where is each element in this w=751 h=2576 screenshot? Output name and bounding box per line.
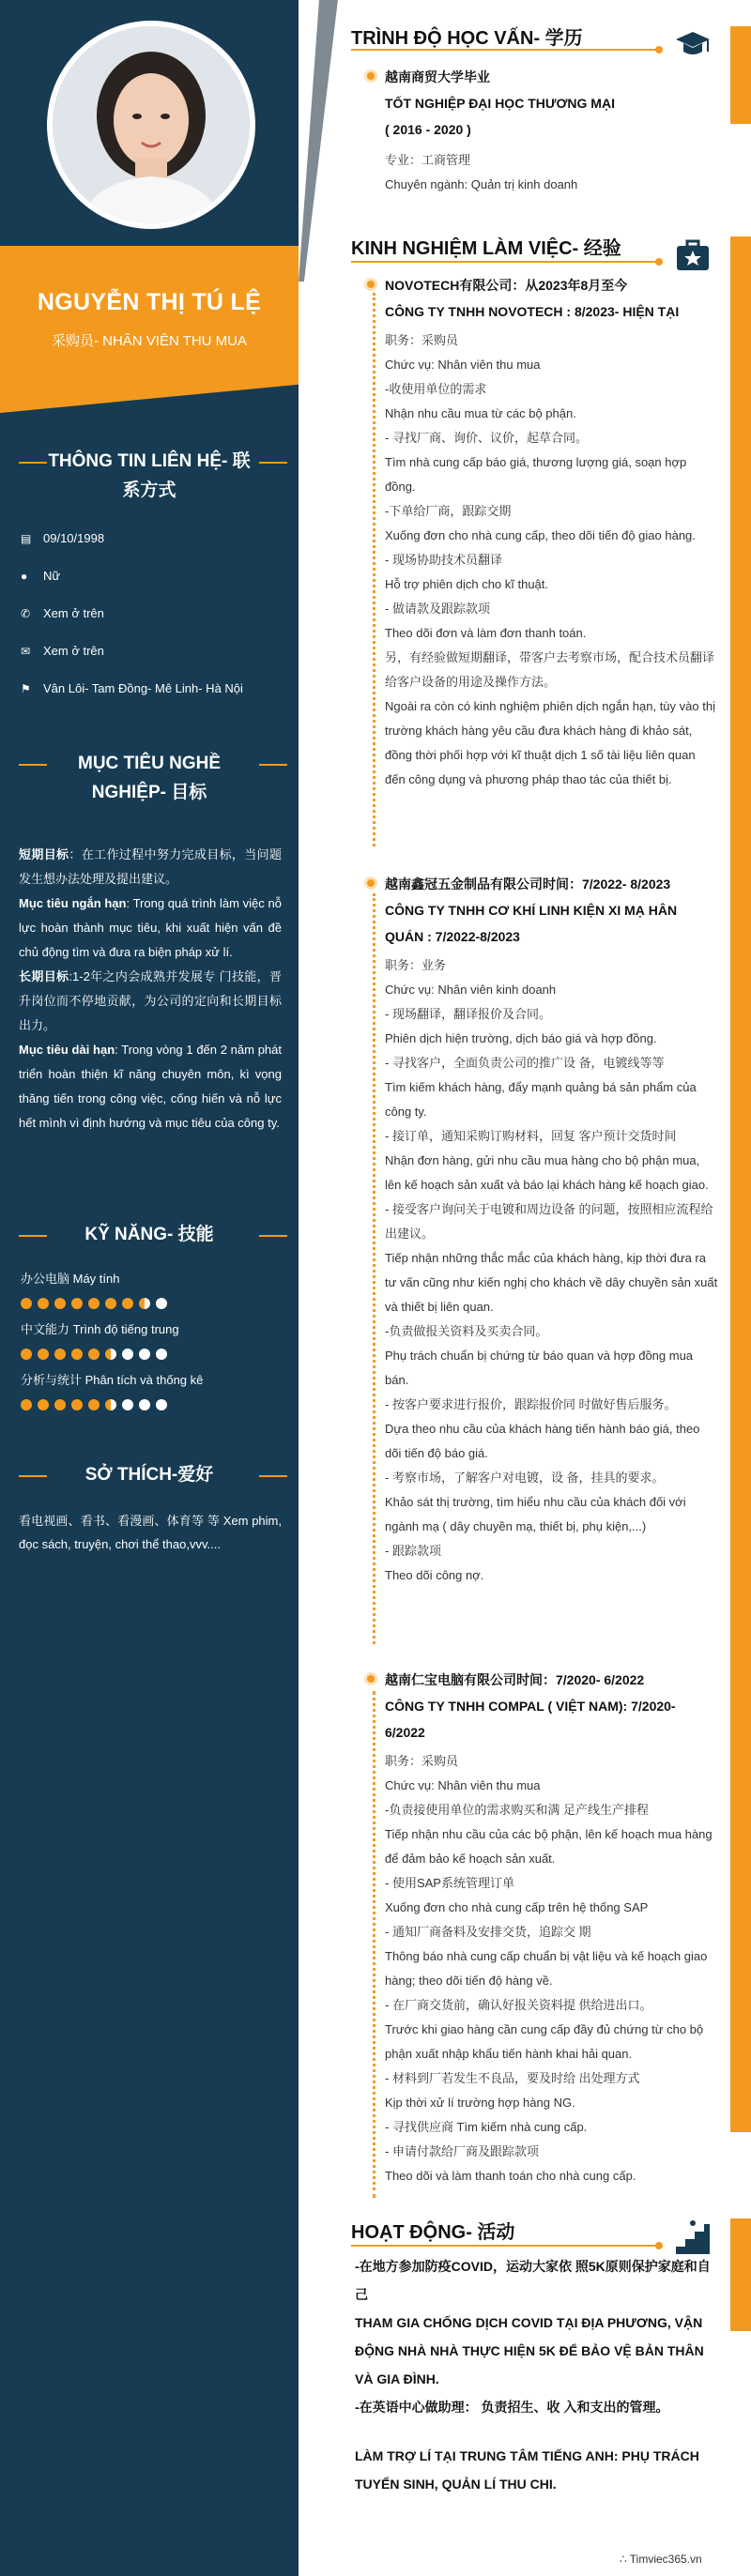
skills-section-title: KỸ NĂNG- 技能 (0, 1220, 299, 1249)
job-detail-line: Theo dõi công nợ. (385, 1568, 484, 1582)
job-detail-line: - 接订单，通知采购订购材料，回复 客户预计交货时间 (385, 1129, 677, 1143)
job-detail-line: - 现场翻译，翻译报价及合同。 (385, 1007, 551, 1021)
skill-dot (54, 1349, 66, 1360)
job-detail-line: - 通知厂商备料及安排交货，追踪交 期 (385, 1925, 591, 1939)
timeline-bullet (364, 1672, 377, 1685)
job-detail-line: - 做请款及跟踪款项 (385, 602, 490, 616)
avatar-photo (53, 26, 250, 223)
skill-dot (88, 1298, 100, 1309)
job-detail-line: 职务：业务 (385, 958, 447, 972)
job-detail-line: Trước khi giao hàng cần cung cấp đầy đủ chứng từ cho bộ phận xuất nhập khẩu tiến hành khai hải quan. (385, 2022, 704, 2061)
job-detail-line: - 申请付款给厂商及跟踪款项 (385, 2144, 539, 2158)
skill-dot (122, 1399, 133, 1410)
job-detail-line: 另，有经验做短期翻译，带客户去考察市场，配合技术员翻译给客户设备的用途及操作方法。 (385, 650, 715, 689)
skill-dot (105, 1399, 116, 1410)
job-detail-line: - 按客户要求进行报价，跟踪报价同 时做好售后服务。 (385, 1397, 677, 1411)
skill-dot (38, 1399, 49, 1410)
job-detail-line: Tìm nhà cung cấp báo giá, thương lượng giá, soạn hợp đồng. (385, 455, 687, 494)
job-detail-line: Nhận đơn hàng, gửi nhu cầu mua hàng cho bộ phận mua, lên kế hoạch sản xuất và báo lại khách hàng kế hoạch giao. (385, 1153, 709, 1192)
skill-dot (71, 1349, 83, 1360)
education-section-title: TRÌNH ĐỘ HỌC VẤN- 学历 (351, 28, 583, 49)
job-detail-line: Chức vụ: Nhân viên kinh doanh (385, 983, 557, 997)
job-detail-line: 职务：采购员 (385, 333, 459, 347)
job-detail-line: Tiếp nhận những thắc mắc của khách hàng, kịp thời đưa ra tư vấn cũng như kiến nghị cho khách về dây chuyền sản xuất và thiết bị liên quan. (385, 1251, 718, 1314)
job-detail-line: -收使用单位的需求 (385, 382, 487, 396)
section-underline (351, 49, 657, 51)
job-detail-line: Tiếp nhận nhu cầu của các bộ phận, lên kế hoạch mua hàng để đảm bảo kế hoạch sản xuất. (385, 1827, 713, 1866)
contact-email: ✉ Xem ở trên (21, 644, 104, 658)
job-detail-line: - 接受客户询问关于电镀和周边设备 的问题，按照相应流程给出建议。 (385, 1202, 713, 1241)
job-detail-line: Phụ trách chuẩn bị chứng từ báo quan và hợp đồng mua bán. (385, 1349, 694, 1387)
job-detail-line: - 使用SAP系统管理订单 (385, 1876, 514, 1890)
job-detail-line: Theo dõi đơn và làm đơn thanh toán. (385, 626, 587, 640)
experience-section-title: KINH NGHIỆM LÀM VIỆC- 经验 (351, 238, 621, 259)
section-underline (351, 2245, 657, 2247)
skill-dot (54, 1399, 66, 1410)
contact-phone: ✆ Xem ở trên (21, 606, 104, 620)
skill-rating (21, 1297, 173, 1310)
job-detail-line: Tìm kiếm khách hàng, đẩy mạnh quảng bá sản phẩm của công ty. (385, 1080, 697, 1119)
job-entry: NOVOTECH有限公司：从2023年8月至今 CÔNG TY TNHH NOVOTECH : 8/2023- HIỆN TẠI 职务：采购员 Chức vụ: Nhân viên thu mua -收使用单位的需求 Nhận nhu cầu mua từ các bộ phận. - 寻找厂商、询价、议价，起草合同。 Tìm nhà cung cấp báo giá, thương lượng giá, soạn hợp đồng. -下单给厂商，跟踪交期 Xuống đơn cho nhà cung cấp, theo dõi tiến độ giao hàng. - 现场协助技术员翻译 Hỗ trợ phiên dịch cho kĩ thuật. - 做请款及跟踪款项 Theo dõi đơn và làm đơn thanh toán. 另，有经验做短期翻译，带客户去考察市场，配合技术员翻译给客户设备的用途及操作方法。 Ngoài ra còn có kinh nghiệm phiên dịch ngắn hạn, tùy vào thị trường khách hàng yêu cầu đưa khách hàng đi khảo sát, đồng thời phối hợp với kĩ thuật dịch 1 số tài liệu liên quan đến công dụng và phương pháp thao tác của thiết bị. (385, 272, 718, 792)
skill-dot (139, 1399, 150, 1410)
timeline-line (373, 893, 376, 1644)
avatar (47, 21, 255, 229)
skill-dot (21, 1349, 32, 1360)
job-detail-line: Dựa theo nhu cầu của khách hàng tiến hành báo giá, theo dõi tiến độ báo giá. (385, 1422, 700, 1460)
job-detail-line: Kịp thời xử lí trường hợp hàng NG. (385, 2096, 575, 2110)
watermark: ∴ Timviec365.vn (620, 2553, 702, 2566)
job-detail-line: -下单给厂商，跟踪交期 (385, 504, 512, 518)
watermark-logo-icon: ∴ (620, 2553, 627, 2566)
skill-name: 中文能力 Trình độ tiếng trung (21, 1322, 179, 1336)
timeline-bullet (364, 69, 377, 83)
contact-birthdate: ▤ 09/10/1998 (21, 531, 105, 545)
skill-dot (71, 1399, 83, 1410)
skill-dot (139, 1298, 150, 1309)
phone-icon: ✆ (21, 607, 31, 620)
accent-tab (730, 2218, 751, 2331)
job-detail-line: Nhận nhu cầu mua từ các bộ phận. (385, 406, 576, 420)
timeline-line (373, 293, 376, 846)
job-detail-line: Thông báo nhà cung cấp chuẩn bị vật liệu và kế hoạch giao hàng; theo dõi tiến độ hàng về. (385, 1949, 708, 1988)
skill-dot (156, 1399, 167, 1410)
job-detail-line: - 考察市场，了解客户对电镀，设 备，挂具的要求。 (385, 1471, 665, 1485)
briefcase-star-icon (674, 236, 712, 274)
job-detail-line: - 材料到厂若发生不良品，要及时给 出处理方式 (385, 2071, 640, 2085)
skill-dot (88, 1349, 100, 1360)
skill-dot (21, 1399, 32, 1410)
skill-dot (54, 1298, 66, 1309)
skill-dot (156, 1298, 167, 1309)
job-detail-line: Chức vụ: Nhân viên thu mua (385, 358, 541, 372)
hobbies-section-title: SỞ THÍCH-爱好 (0, 1460, 299, 1489)
contact-section-title: THÔNG TIN LIÊN HỆ- 联系方式 (0, 447, 299, 505)
graduation-cap-icon (674, 26, 712, 64)
skill-dot (21, 1298, 32, 1309)
skill-dot (105, 1349, 116, 1360)
job-detail-line: 职务：采购员 (385, 1754, 459, 1768)
full-name: NGUYỄN THỊ TÚ LỆ (37, 289, 262, 315)
job-entry: 越南鑫冠五金制品有限公司时间：7/2022- 8/2023 CÔNG TY TNHH CƠ KHÍ LINH KIỆN XI MẠ HÂN QUÁN : 7/2022-8/2023 职务：业务 Chức vụ: Nhân viên kinh doanh - 现场翻译，翻译报价及合同。 Phiên dịch hiện trường, dịch báo giá và hợp đồng. - 寻找客户，全面负责公司的推广设 备，电镀线等等 Tìm kiếm khách hàng, đẩy mạnh quảng bá sản phẩm của công ty. - 接订单，通知采购订购材料，回复 客户预计交货时间 Nhận đơn hàng, gửi nhu cầu mua hàng cho bộ phận mua, lên kế hoạch sản xuất và báo lại khách hàng kế hoạch giao. - 接受客户询问关于电镀和周边设备 的问题，按照相应流程给出建议。 Tiếp nhận những thắc mắc của khách hàng, kịp thời đưa ra tư vấn cũng như kiến nghị cho khách về dây chuyền sản xuất và thiết bị liên quan. -负责做报关资料及买卖合同。 Phụ trách chuẩn bị chứng từ báo quan và hợp đồng mua bán. - 按客户要求进行报价，跟踪报价同 时做好售后服务。 Dựa theo nhu cầu của khách hàng tiến hành báo giá, theo dõi tiến độ báo giá. - 考察市场，了解客户对电镀，设 备，挂具的要求。 Khảo sát thị trường, tìm hiểu nhu cầu của khách đối với ngành mạ ( dây chuyền mạ, thiết bị, phụ kiện,...) - 跟踪款项 Theo dõi công nợ. (385, 871, 718, 1588)
job-detail-line: Xuống đơn cho nhà cung cấp trên hệ thống SAP (385, 1900, 649, 1914)
job-detail-line: -负责接使用单位的需求购买和满 足产线生产排程 (385, 1803, 649, 1817)
skill-dot (122, 1349, 133, 1360)
sidebar (0, 0, 338, 2576)
job-detail-line: Chức vụ: Nhân viên thu mua (385, 1778, 541, 1792)
timeline-bullet (364, 876, 377, 890)
skill-dot (71, 1298, 83, 1309)
job-role: 采购员- NHÂN VIÊN THU MUA (51, 333, 248, 349)
job-detail-line: Khảo sát thị trường, tìm hiểu nhu cầu của khách đối với ngành mạ ( dây chuyền mạ, thiết bị, phụ kiện,...) (385, 1495, 686, 1533)
skill-dot (38, 1298, 49, 1309)
job-detail-line: - 寻找厂商、询价、议价，起草合同。 (385, 431, 588, 445)
job-detail-line: -负责做报关资料及买卖合同。 (385, 1324, 548, 1338)
section-underline (351, 261, 657, 263)
hobbies-text: 看电视画、看书、看漫画、体育等 等 Xem phim, đọc sách, truyện, chơi thể thao,vvv.... (19, 1514, 282, 1551)
job-detail-line: Hỗ trợ phiên dịch cho kĩ thuật. (385, 577, 549, 591)
contact-address: ⚑ Vân Lôi- Tam Đồng- Mê Linh- Hà Nội (21, 681, 243, 695)
skill-dot (122, 1298, 133, 1309)
skill-name: 办公电脑 Máy tính (21, 1272, 120, 1286)
education-entry: 越南商贸大学毕业 TỐT NGHIỆP ĐẠI HỌC THƯƠNG MẠI ( 2016 - 2020 ) 专业：工商管理 Chuyên ngành: Quản trị kinh doanh (385, 64, 718, 197)
accent-tab (730, 236, 751, 2132)
job-detail-line: Xuống đơn cho nhà cung cấp, theo dõi tiến độ giao hàng. (385, 528, 696, 542)
skill-rating (21, 1398, 173, 1411)
job-detail-line: Phiên dịch hiện trường, dịch báo giá và hợp đồng. (385, 1031, 657, 1045)
skill-dot (38, 1349, 49, 1360)
job-detail-line: Theo dõi và làm thanh toán cho nhà cung cấp. (385, 2169, 636, 2183)
job-detail-line: Ngoài ra còn có kinh nghiệm phiên dịch ngắn hạn, tùy vào thị trường khách hàng yêu cầu đưa khách hàng đi khảo sát, đồng thời phối hợp với kĩ thuật dịch 1 số tài liệu liên quan đến công dụng và phương pháp thao tác của thiết bị. (385, 699, 715, 786)
objective-section-title: MỤC TIÊU NGHỀ NGHIỆP- 目标 (0, 749, 299, 807)
location-icon: ⚑ (21, 682, 31, 695)
skill-rating (21, 1348, 173, 1361)
timeline-line (373, 1691, 376, 2198)
activities-text: -在地方参加防疫COVID，运动大家依 照5K原则保护家庭和自己 THAM GIA CHỐNG DỊCH COVID TẠI ĐỊA PHƯƠNG, VẬN ĐỘNG NHÀ NHÀ THỰC HIỆN 5K ĐỂ BẢO VỆ BẢN THÂN VÀ GIA ĐÌNH. -在英语中心做助理： 负责招生、收 入和支出的管理。 LÀM TRỢ LÍ TẠI TRUNG TÂM TIẾNG ANH: PHỤ TRÁCH TUYỂN SINH, QUẢN LÍ THU CHI. (355, 2259, 711, 2492)
job-entry: 越南仁宝电脑有限公司时间：7/2020- 6/2022 CÔNG TY TNHH COMPAL ( VIỆT NAM): 7/2020- 6/2022 职务：采购员 Chức vụ: Nhân viên thu mua -负责接使用单位的需求购买和满 足产线生产排程 Tiếp nhận nhu cầu của các bộ phận, lên kế hoạch mua hàng để đảm bảo kế hoạch sản xuất. - 使用SAP系统管理订单 Xuống đơn cho nhà cung cấp trên hệ thống SAP - 通知厂商备料及安排交货，追踪交 期 Thông báo nhà cung cấp chuẩn bị vật liệu và kế hoạch giao hàng; theo dõi tiến độ hàng về. - 在厂商交货前，确认好报关资料提 供给进出口。 Trước khi giao hàng cần cung cấp đầy đủ chứng từ cho bộ phận xuất nhập khẩu tiến hành khai hải quan. - 材料到厂若发生不良品，要及时给 出处理方式 Kịp thời xử lí trường hợp hàng NG. - 寻找供应商 Tìm kiếm nhà cung cấp. - 申请付款给厂商及跟踪款项 Theo dõi và làm thanh toán cho nhà cung cấp. (385, 1667, 718, 2188)
skill-dot (88, 1399, 100, 1410)
name-banner (0, 246, 299, 413)
running-stairs-icon (674, 2218, 712, 2256)
skill-name: 分析与统计 Phân tích và thống kê (21, 1373, 204, 1387)
contact-gender: ● Nữ (21, 569, 61, 583)
skill-dot (139, 1349, 150, 1360)
job-detail-line: - 跟踪款项 (385, 1544, 441, 1558)
calendar-icon: ▤ (21, 532, 32, 545)
accent-tab (730, 26, 751, 124)
job-detail-line: - 寻找客户，全面负责公司的推广设 备，电镀线等等 (385, 1056, 665, 1070)
objective-text: 短期目标：在工作过程中努力完成目标，当问题发生想办法处理及提出建议。 Mục tiêu ngắn hạn: Trong quá trình làm việc nỗ lực hoàn thành mục tiêu, khi xuất hiện vấn đề chủ động tìm và đưa ra biện pháp xử lí. 长期目标:1-2年之内会成熟并发展专 门技能，晋升岗位而不停地贡献，为公司的定向和长期目标出力。 Mục tiêu dài hạn: Trong vòng 1 đến 2 năm phát triển hoàn thiện kĩ năng chuyên môn, kì vọng thăng tiến trong công việc, cống hiến và nỗ lực hết mình vì định hướng và mục tiêu của công ty. (19, 847, 282, 1130)
skill-dot (105, 1298, 116, 1309)
skill-dot (156, 1349, 167, 1360)
job-detail-line: - 现场协助技术员翻译 (385, 553, 502, 567)
activities-section-title: HOẠT ĐỘNG- 活动 (351, 2222, 515, 2243)
email-icon: ✉ (21, 645, 31, 658)
job-detail-line: - 寻找供应商 Tìm kiếm nhà cung cấp. (385, 2120, 588, 2134)
timeline-bullet (364, 278, 377, 291)
job-detail-line: - 在厂商交货前，确认好报关资料提 供给进出口。 (385, 1998, 652, 2012)
user-icon: ● (21, 570, 28, 583)
